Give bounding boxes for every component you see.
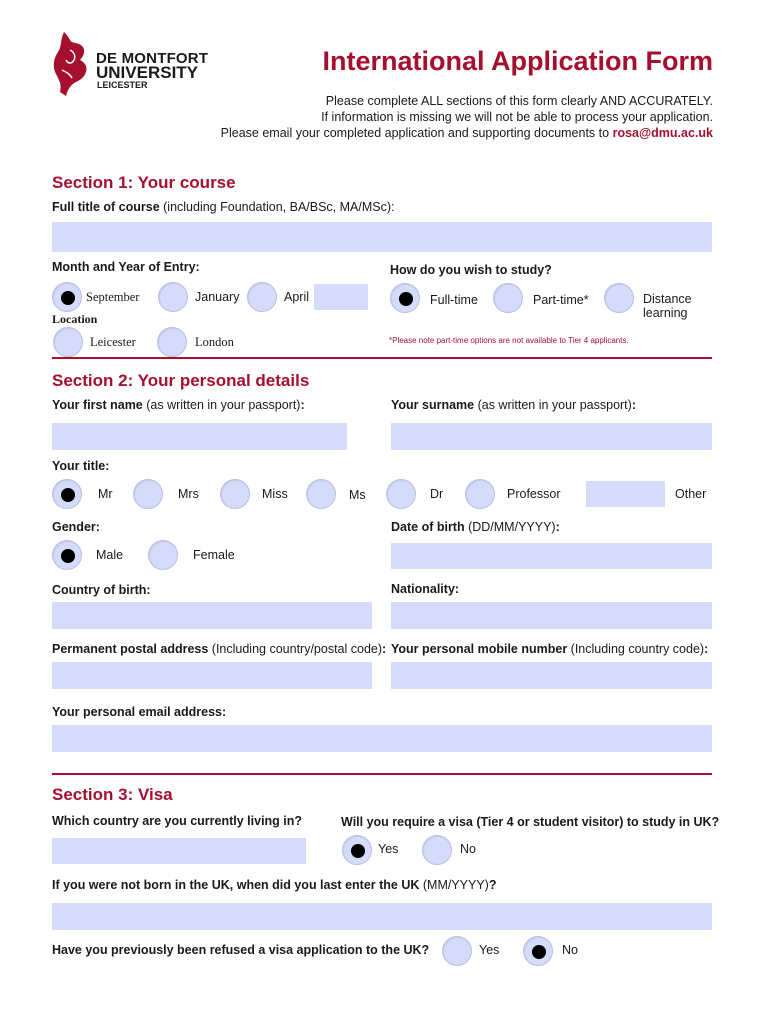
first-name-field[interactable]: [52, 423, 347, 450]
mobile-label: Your personal mobile number (Including country code):: [391, 642, 709, 656]
radio-mrs[interactable]: [133, 479, 163, 509]
option-mr: Mr: [98, 487, 113, 501]
contact-email-link[interactable]: rosa@dmu.ac.uk: [612, 126, 713, 140]
country-of-birth-label: Country of birth:: [52, 583, 151, 597]
logo-line-2: UNIVERSITY: [96, 63, 199, 82]
lion-crest-icon: [50, 30, 92, 98]
option-visa-no: No: [460, 842, 476, 856]
dob-label: Date of birth (DD/MM/YYYY):: [391, 520, 560, 534]
instruction-line-3: [221, 126, 713, 140]
option-refused-yes: Yes: [479, 943, 500, 957]
page-title: International Application Form: [322, 46, 713, 76]
radio-miss[interactable]: [220, 479, 250, 509]
radio-professor[interactable]: [465, 479, 495, 509]
option-miss: Miss: [262, 487, 288, 501]
surname-field[interactable]: [391, 423, 712, 450]
option-london: London: [195, 335, 234, 349]
radio-january[interactable]: [158, 282, 188, 312]
entry-label: Month and Year of Entry:: [52, 260, 200, 274]
visa-required-label: Will you require a visa (Tier 4 or student visitor) to study in UK?: [341, 815, 720, 829]
nationality-field[interactable]: [391, 602, 712, 629]
course-title-label: Full title of course (including Foundation, BA/BSc, MA/MSc):: [52, 200, 395, 214]
radio-visa-yes[interactable]: [342, 835, 372, 865]
last-entry-field[interactable]: [52, 903, 712, 930]
radio-refused-no[interactable]: [523, 936, 553, 966]
section-2-heading: Section 2: Your personal details: [52, 371, 310, 390]
radio-female[interactable]: [148, 540, 178, 570]
living-country-label: Which country are you currently living in?: [52, 814, 303, 828]
option-ms: Ms: [349, 488, 366, 502]
option-professor: Professor: [507, 487, 561, 501]
instruction-line-1: Please complete ALL sections of this form clearly AND ACCURATELY.: [325, 94, 713, 108]
last-entry-label: If you were not born in the UK, when did you last enter the UK (MM/YYYY)?: [52, 878, 497, 892]
mobile-field[interactable]: [391, 662, 712, 689]
other-title-field[interactable]: [586, 481, 665, 507]
radio-london[interactable]: [157, 327, 187, 357]
option-other: Other: [675, 487, 707, 501]
option-visa-yes: Yes: [378, 842, 399, 856]
part-time-note: *Please note part-time options are not available to Tier 4 applicants.: [389, 336, 629, 345]
radio-full-time[interactable]: [390, 283, 420, 313]
option-dr: Dr: [430, 487, 444, 501]
email-label: Your personal email address:: [52, 705, 227, 719]
location-label: Location: [52, 312, 98, 326]
radio-male[interactable]: [52, 540, 82, 570]
option-distance-line2: learning: [643, 306, 688, 320]
option-part-time: Part-time*: [533, 293, 589, 307]
radio-dr[interactable]: [386, 479, 416, 509]
email-field[interactable]: [52, 725, 712, 752]
section-divider: [52, 357, 712, 359]
address-field[interactable]: [52, 662, 372, 689]
instruction-line-2: If information is missing we will not be able to process your application.: [321, 110, 713, 124]
option-female: Female: [193, 548, 235, 562]
entry-year-field[interactable]: [314, 284, 368, 310]
section-divider: [52, 773, 712, 775]
section-3-heading: Section 3: Visa: [52, 785, 173, 804]
option-full-time: Full-time: [430, 293, 478, 307]
radio-part-time[interactable]: [493, 283, 523, 313]
study-mode-label: How do you wish to study?: [390, 263, 552, 277]
radio-mr[interactable]: [52, 479, 82, 509]
option-refused-no: No: [562, 943, 578, 957]
first-name-label: Your first name (as written in your passport):: [52, 398, 305, 412]
option-mrs: Mrs: [178, 487, 199, 501]
logo-line-3: LEICESTER: [97, 80, 148, 90]
option-september: September: [86, 290, 140, 304]
radio-leicester[interactable]: [53, 327, 83, 357]
dob-field[interactable]: [391, 543, 712, 569]
option-april: April: [284, 290, 310, 304]
university-logo: [50, 30, 220, 100]
surname-label: Your surname (as written in your passport):: [391, 398, 636, 412]
section-1-heading: Section 1: Your course: [52, 173, 236, 192]
radio-april[interactable]: [247, 282, 277, 312]
course-title-field[interactable]: [52, 222, 712, 252]
living-country-field[interactable]: [52, 838, 306, 864]
visa-refused-label: Have you previously been refused a visa application to the UK?: [52, 943, 430, 957]
nationality-label: Nationality:: [391, 582, 460, 596]
address-label: Permanent postal address (Including country/postal code):: [52, 642, 387, 656]
radio-ms[interactable]: [306, 479, 336, 509]
option-january: January: [195, 290, 240, 304]
radio-september[interactable]: [52, 282, 82, 312]
option-male: Male: [96, 548, 124, 562]
instruction-text: Please email your completed application and supporting documents to: [220, 126, 610, 140]
option-leicester: Leicester: [90, 335, 136, 349]
radio-refused-yes[interactable]: [442, 936, 472, 966]
logo-line-1: DE MONTFORT: [96, 50, 209, 67]
gender-label: Gender:: [52, 520, 100, 534]
radio-visa-no[interactable]: [422, 835, 452, 865]
country-of-birth-field[interactable]: [52, 602, 372, 629]
option-distance: Distance: [643, 292, 692, 306]
radio-distance[interactable]: [604, 283, 634, 313]
title-label: Your title:: [52, 459, 110, 473]
